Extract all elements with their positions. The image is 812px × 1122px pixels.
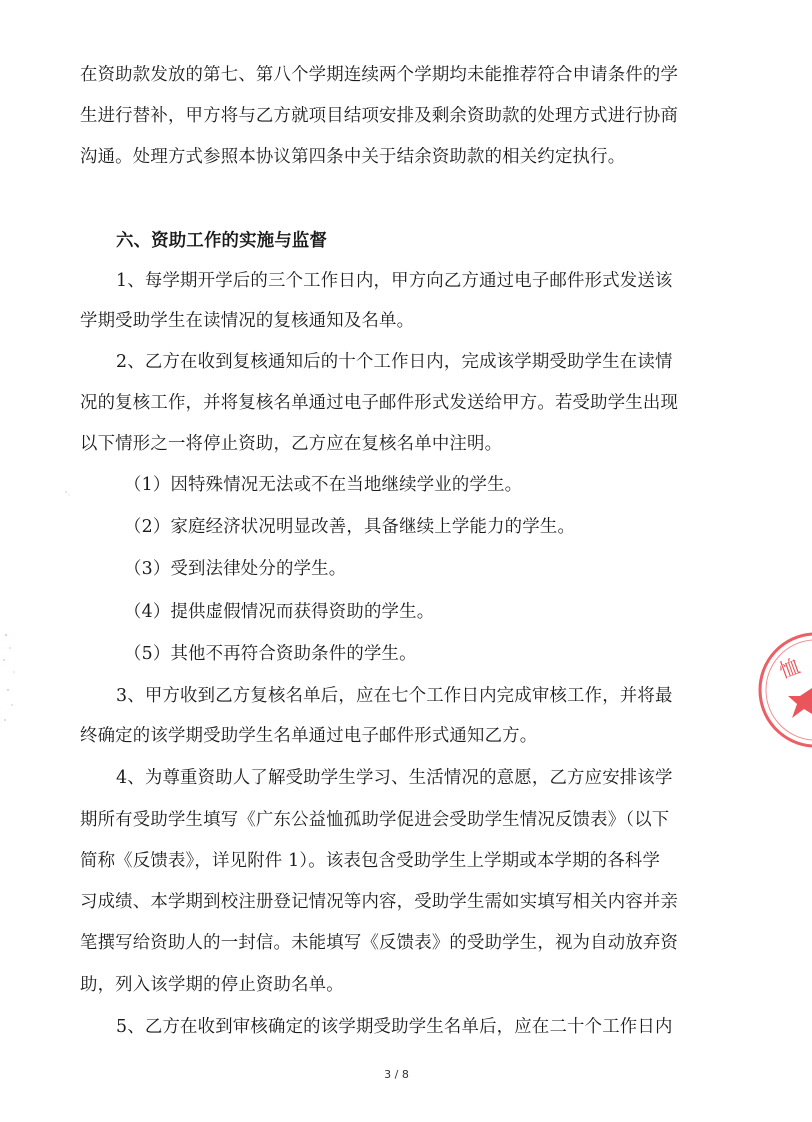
- paragraph-line: 沟通。处理方式参照本协议第四条中关于结余资助款的相关约定执行。: [80, 147, 626, 167]
- list-item: （3）受到法律处分的学生。: [124, 559, 347, 579]
- seal-character: 恤: [776, 653, 804, 684]
- paragraph-line: 生进行替补，甲方将与乙方就项目结项安排及剩余资助款的处理方式进行协商: [80, 106, 679, 126]
- section-heading: 六、资助工作的实施与监督: [116, 231, 328, 251]
- paragraph-line: 简称《反馈表》，详见附件 1）。该表包含受助学生上学期或本学期的各科学: [80, 851, 661, 871]
- paragraph-line: 期所有受助学生填写《广东公益恤孤助学促进会受助学生情况反馈表》（以下: [80, 810, 670, 830]
- paragraph-line: 2、乙方在收到复核通知后的十个工作日内，完成该学期受助学生在读情: [116, 352, 673, 372]
- paragraph-line: 4、为尊重资助人了解受助学生学习、生活情况的意愿，乙方应安排该学: [116, 768, 673, 788]
- page-number: 3 / 8: [384, 1068, 409, 1081]
- paragraph-line: 笔撰写给资助人的一封信。未能填写《反馈表》的受助学生，视为自动放弃资: [80, 933, 679, 953]
- list-item: （2）家庭经济状况明显改善，具备继续上学能力的学生。: [124, 517, 576, 537]
- paragraph-line: 5、乙方在收到审核确定的该学期受助学生名单后，应在二十个工作日内: [116, 1017, 673, 1037]
- paragraph-line: 学期受助学生在读情况的复核通知及名单。: [80, 311, 415, 331]
- paragraph-line: 习成绩、本学期到校注册登记情况等内容，受助学生需如实填写相关内容并亲: [80, 892, 679, 912]
- seal-star-icon: [788, 688, 812, 718]
- list-item: （1）因特殊情况无法或不在当地继续学业的学生。: [124, 475, 523, 495]
- paragraph-line: 1、每学期开学后的三个工作日内，甲方向乙方通过电子邮件形式发送该: [116, 271, 673, 291]
- paragraph-line: 以下情形之一将停止资助，乙方应在复核名单中注明。: [80, 434, 503, 454]
- official-seal-stamp: [752, 630, 812, 750]
- list-item: （4）提供虚假情况而获得资助的学生。: [124, 602, 435, 622]
- paragraph-line: 在资助款发放的第七、第八个学期连续两个学期均未能推荐符合申请条件的学: [80, 65, 679, 85]
- paragraph-line: 况的复核工作，并将复核名单通过电子邮件形式发送给甲方。若受助学生出现: [80, 393, 679, 413]
- paragraph-line: 助，列入该学期的停止资助名单。: [80, 975, 344, 995]
- list-item: （5）其他不再符合资助条件的学生。: [124, 644, 417, 664]
- paragraph-line: 3、甲方收到乙方复核名单后，应在七个工作日内完成审核工作，并将最: [116, 686, 673, 706]
- paragraph-line: 终确定的该学期受助学生名单通过电子邮件形式通知乙方。: [80, 726, 538, 746]
